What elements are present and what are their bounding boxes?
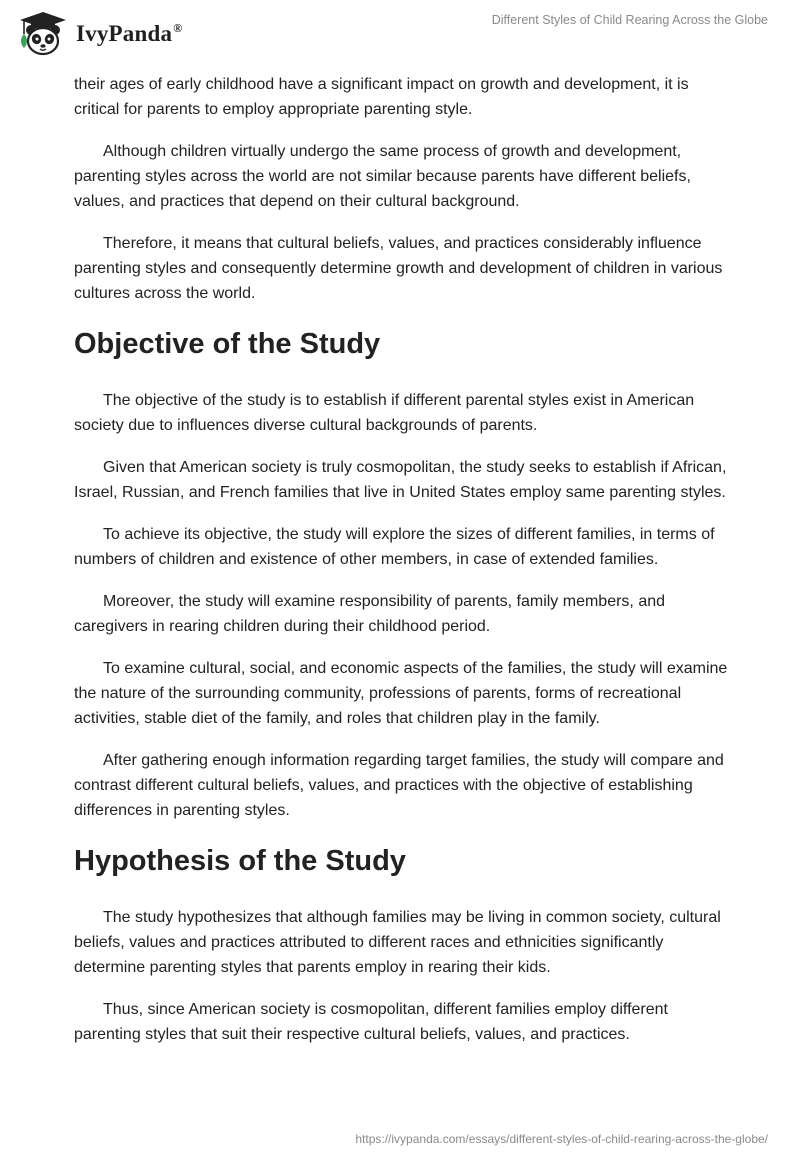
paragraph: Given that American society is truly cosmopolitan, the study seeks to establish if African, Israel, Russian, and French families that live in United States employ same parenting styles.	[74, 459, 727, 501]
section-heading-objective: Objective of the Study	[74, 328, 381, 360]
page-header	[0, 0, 800, 70]
essay-content	[74, 72, 734, 1064]
panda-graduate-icon	[16, 10, 70, 58]
paragraph: To achieve its objective, the study will explore the sizes of different families, in terms of numbers of children and existence of other members, in case of extended families.	[74, 526, 715, 568]
paragraph: Thus, since American society is cosmopolitan, different families employ different parenting styles that suit their respective cultural beliefs, values, and practices.	[74, 1001, 668, 1043]
paragraph: Therefore, it means that cultural beliefs, values, and practices considerably influence parenting styles and consequently determine growth and development of children in various cultures across the world.	[74, 235, 723, 302]
ivypanda-logo[interactable]	[16, 10, 182, 58]
document-title: Different Styles of Child Rearing Across the Globe	[491, 13, 768, 27]
paragraph: The objective of the study is to establish if different parental styles exist in American society due to influences diverse cultural backgrounds of parents.	[74, 392, 695, 434]
logo-wordmark: IvyPanda®	[76, 21, 183, 46]
paragraph: Moreover, the study will examine responsibility of parents, family members, and caregivers in rearing children during their childhood period.	[74, 593, 666, 635]
section-heading-hypothesis: Hypothesis of the Study	[74, 845, 406, 877]
paragraph: After gathering enough information regarding target families, the study will compare and contrast different cultural beliefs, values, and practices with the objective of establishing differences in parenting styles.	[74, 752, 724, 819]
paragraph: Although children virtually undergo the same process of growth and development, parenting styles across the world are not similar because parents have different beliefs, values, and practices that depend on their cultural background.	[74, 143, 691, 210]
source-url[interactable]: https://ivypanda.com/essays/different-styles-of-child-rearing-across-the-globe/	[355, 1132, 768, 1146]
paragraph: their ages of early childhood have a significant impact on growth and development, it is critical for parents to employ appropriate parenting style.	[74, 76, 689, 118]
paragraph: The study hypothesizes that although families may be living in common society, cultural beliefs, values and practices attributed to different races and ethnicities significantly determine parenting styles that parents employ in rearing their kids.	[74, 909, 721, 976]
paragraph: To examine cultural, social, and economic aspects of the families, the study will examine the nature of the surrounding community, professions of parents, forms of recreational activities, stable diet of the family, and roles that children play in the family.	[74, 660, 728, 727]
